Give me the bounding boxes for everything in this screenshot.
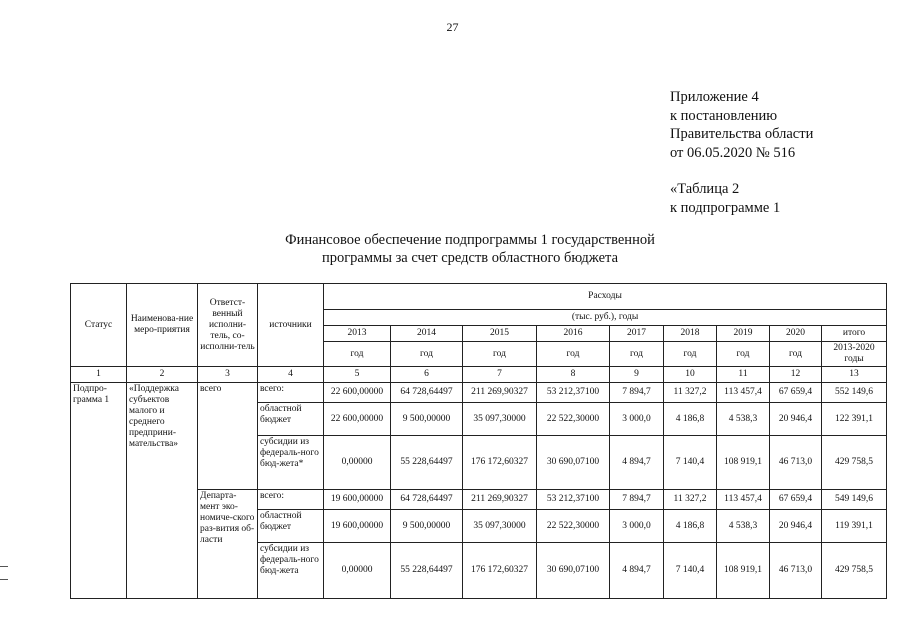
value-cell: 67 659,4 [770,383,822,403]
column-number: 2 [127,367,198,383]
column-number: 6 [391,367,463,383]
value-cell: 429 758,5 [822,436,887,490]
value-cell: 22 522,30000 [537,403,610,436]
value-cell: 30 690,07100 [537,543,610,599]
header-year: 2018 [664,326,717,342]
value-cell: 119 391,1 [822,510,887,543]
value-cell: 549 149,6 [822,490,887,510]
header-year-sub: 2013-2020 годы [822,342,887,367]
appendix-line: к подпрограмме 1 [670,199,781,216]
table-row [71,383,887,403]
header-year: 2015 [463,326,537,342]
value-cell: 55 228,64497 [391,543,463,599]
value-cell: 176 172,60327 [463,436,537,490]
column-number: 3 [198,367,258,383]
value-cell: 46 713,0 [770,436,822,490]
column-number: 4 [258,367,324,383]
header-year: 2020 [770,326,822,342]
column-number: 5 [324,367,391,383]
source-cell: всего: [258,383,324,403]
document-title [200,231,740,267]
program-name-cell: «Поддержка субъектов малого и среднего предприни-мательства» [127,383,198,599]
header-expenses: Расходы [324,284,887,310]
value-cell: 64 728,64497 [391,383,463,403]
value-cell: 22 522,30000 [537,510,610,543]
appendix-line: Правительства области [670,126,814,142]
header-sources: источники [258,284,324,367]
appendix-line: к постановлению [670,107,778,124]
responsible-cell: всего [198,383,258,490]
value-cell: 7 140,4 [664,436,717,490]
source-cell: субсидии из федераль-ного бюд-жета [258,543,324,599]
value-cell: 7 140,4 [664,543,717,599]
value-cell: 46 713,0 [770,543,822,599]
header-year-sub: год [664,342,717,367]
column-number: 8 [537,367,610,383]
header-year: итого [822,326,887,342]
value-cell: 53 212,37100 [537,383,610,403]
value-cell: 4 894,7 [610,543,664,599]
value-cell: 7 894,7 [610,490,664,510]
status-cell: Подпро-грамма 1 [71,383,127,599]
value-cell: 9 500,00000 [391,510,463,543]
header-year-sub: год [537,342,610,367]
value-cell: 35 097,30000 [463,403,537,436]
value-cell: 4 538,3 [717,403,770,436]
header-year-sub: год [610,342,664,367]
header-year: 2017 [610,326,664,342]
header-units: (тыс. руб.), годы [324,310,887,326]
value-cell: 19 600,00000 [324,490,391,510]
value-cell: 67 659,4 [770,490,822,510]
value-cell: 113 457,4 [717,490,770,510]
column-number: 12 [770,367,822,383]
column-number: 1 [71,367,127,383]
value-cell: 55 228,64497 [391,436,463,490]
header-status: Статус [71,284,127,367]
value-cell: 22 600,00000 [324,403,391,436]
value-cell: 64 728,64497 [391,490,463,510]
column-number: 10 [664,367,717,383]
header-year: 2019 [717,326,770,342]
value-cell: 429 758,5 [822,543,887,599]
appendix-line: «Таблица 2 [670,181,740,197]
column-number: 9 [610,367,664,383]
value-cell: 552 149,6 [822,383,887,403]
title-line: программы за счет средств областного бюджета [321,250,619,266]
header-year: 2014 [391,326,463,342]
value-cell: 3 000,0 [610,403,664,436]
value-cell: 53 212,37100 [537,490,610,510]
value-cell: 211 269,90327 [463,490,537,510]
value-cell: 4 894,7 [610,436,664,490]
header-year: 2013 [324,326,391,342]
value-cell: 108 919,1 [717,543,770,599]
value-cell: 211 269,90327 [463,383,537,403]
value-cell: 113 457,4 [717,383,770,403]
value-cell: 0,00000 [324,436,391,490]
header-responsible: Ответст-венный исполни-тель, со-исполни-тель [198,284,258,367]
value-cell: 22 600,00000 [324,383,391,403]
value-cell: 9 500,00000 [391,403,463,436]
header-year: 2016 [537,326,610,342]
header-year-sub: год [391,342,463,367]
header-year-sub: год [463,342,537,367]
appendix-line: Приложение 4 [670,89,759,105]
value-cell: 20 946,4 [770,403,822,436]
responsible-cell: Департа-мент эко-номиче-ского раз-вития об-ласти [198,490,258,599]
value-cell: 3 000,0 [610,510,664,543]
header-year-sub: год [770,342,822,367]
source-cell: субсидии из федераль-ного бюд-жета* [258,436,324,490]
value-cell: 19 600,00000 [324,510,391,543]
column-number: 13 [822,367,887,383]
margin-tick [0,566,8,567]
appendix-note [670,88,813,217]
financing-table [70,283,887,599]
header-year-sub: год [717,342,770,367]
source-cell: областной бюджет [258,403,324,436]
source-cell: всего: [258,490,324,510]
appendix-line: от 06.05.2020 № 516 [670,144,796,161]
value-cell: 4 538,3 [717,510,770,543]
page-number: 27 [446,20,459,34]
header-year-sub: год [324,342,391,367]
value-cell: 7 894,7 [610,383,664,403]
value-cell: 35 097,30000 [463,510,537,543]
title-line: Финансовое обеспечение подпрограммы 1 государственной [285,232,655,248]
value-cell: 108 919,1 [717,436,770,490]
column-number: 11 [717,367,770,383]
value-cell: 20 946,4 [770,510,822,543]
value-cell: 176 172,60327 [463,543,537,599]
header-name: Наименова-ние меро-приятия [127,284,198,367]
value-cell: 122 391,1 [822,403,887,436]
value-cell: 30 690,07100 [537,436,610,490]
value-cell: 4 186,8 [664,510,717,543]
column-number: 7 [463,367,537,383]
margin-tick [0,579,8,580]
value-cell: 4 186,8 [664,403,717,436]
value-cell: 11 327,2 [664,383,717,403]
source-cell: областной бюджет [258,510,324,543]
value-cell: 11 327,2 [664,490,717,510]
value-cell: 0,00000 [324,543,391,599]
